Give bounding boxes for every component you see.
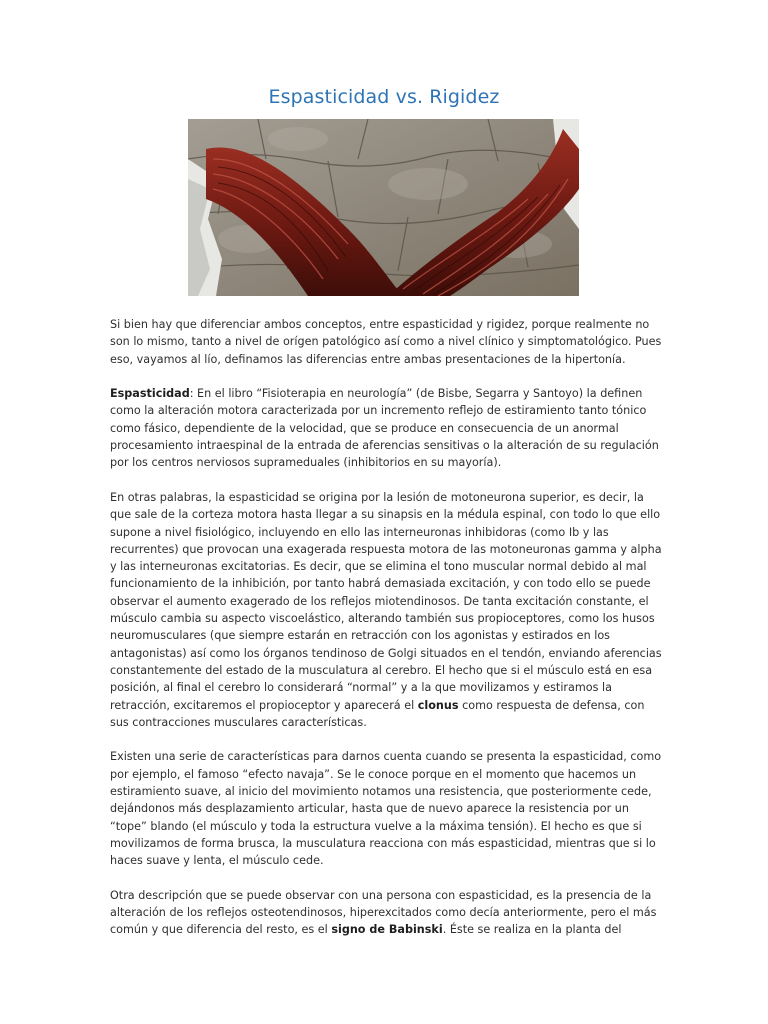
muscular-arms-photo-icon [188, 119, 579, 296]
page-title: Espasticidad vs. Rigidez [268, 86, 500, 108]
term-signo-babinski: signo de Babinski [331, 923, 443, 937]
term-espasticidad: Espasticidad [110, 387, 190, 401]
paragraph-espasticidad-definition [110, 385, 666, 471]
paragraph-text: como respuesta de defensa, con sus contracciones musculares características. [110, 698, 645, 729]
paragraph-text: Otra descripción que se puede observar con una persona con espasticidad, es la presencia de la alteración de los reflejos osteotendinosos, hiperexcitados como decía anteriormente, pero el más común y que diferencia del resto, es el [110, 888, 657, 937]
term-clonus: clonus [417, 698, 459, 712]
paragraph-caracteristicas: Existen una serie de características para darnos cuenta cuando se presenta la espasticidad, como por ejemplo, el famoso “efecto navaja”. Se le conoce porque en el momento que hacemos un estiramiento suave, al inicio del movimiento notamos una resistencia, que posteriormente cede, dejándonos más desplazamiento articular, hasta que de nuevo aparece la resistencia por un “tope” blando (el músculo y toda la estructura vuelve a la máxima tensión). El hecho es que si movilizamos de forma brusca, la musculatura reacciona con más espasticidad, mientras que si lo haces suave y lenta, el músculo cede. [110, 750, 662, 868]
paragraph-text: . Éste se realiza en la planta del [442, 923, 622, 937]
paragraph-text: : En el libro “Fisioterapia en neurología” (de Bisbe, Segarra y Santoyo) la definen como la alteración motora caracterizada por un incremento reflejo de estiramiento tanto tónico como fásico, dependiente de la velocidad, que se produce en consecuencia de un anormal procesamiento intraespinal de la entrada de aferencias sensitivas o la alteración de su regulación por los centros nerviosos suprameduales (inhibitorios en su mayoría). [110, 387, 659, 470]
paragraph-intro: Si bien hay que diferenciar ambos conceptos, entre espasticidad y rigidez, porque realmente no son lo mismo, tanto a nivel de orígen patológico así como a nivel clínico y simptomatológico. Pues eso, vayamos al lío, definamos las diferencias entre ambas presentaciones de la hipertonía. [110, 318, 662, 366]
paragraph-text: En otras palabras, la espasticidad se origina por la lesión de motoneurona superior, es decir, la que sale de la corteza motora hasta llegar a su sinapsis en la médula espinal, con todo lo que ello supone a nivel fisiológico, incluyendo en ello las interneuronas inhibidoras (como Ib y las recurrentes) que provocan una exagerada respuesta motora de las motoneuronas gamma y alpha y las interneuronas excitatorias. Es decir, que se elimina el tono muscular normal debido al mal funcionamiento de la inhibición, por tanto habrá demasiada excitación, y con todo ello se puede observar el aumento exagerado de los reflejos miotendinosos. De tanta excitación constante, el músculo cambia su aspecto viscoelástico, alterando también sus propioceptores, como los husos neuromusculares (que siempre estarán en retracción con los agonistas y estirados en los antagonistas) así como los órganos tendinoso de Golgi situados en el tendón, enviando aferencias constantemente del estado de la musculatura al cerebro. El hecho que si el músculo está en esa posición, al final el cerebro lo considerará “normal” y a la que movilizamos y estiramos la retracción, excitaremos el propioceptor y aparecerá el [110, 490, 662, 712]
paragraph-otras-palabras [110, 489, 666, 731]
article-body [110, 316, 666, 956]
paragraph-babinski [110, 887, 666, 939]
